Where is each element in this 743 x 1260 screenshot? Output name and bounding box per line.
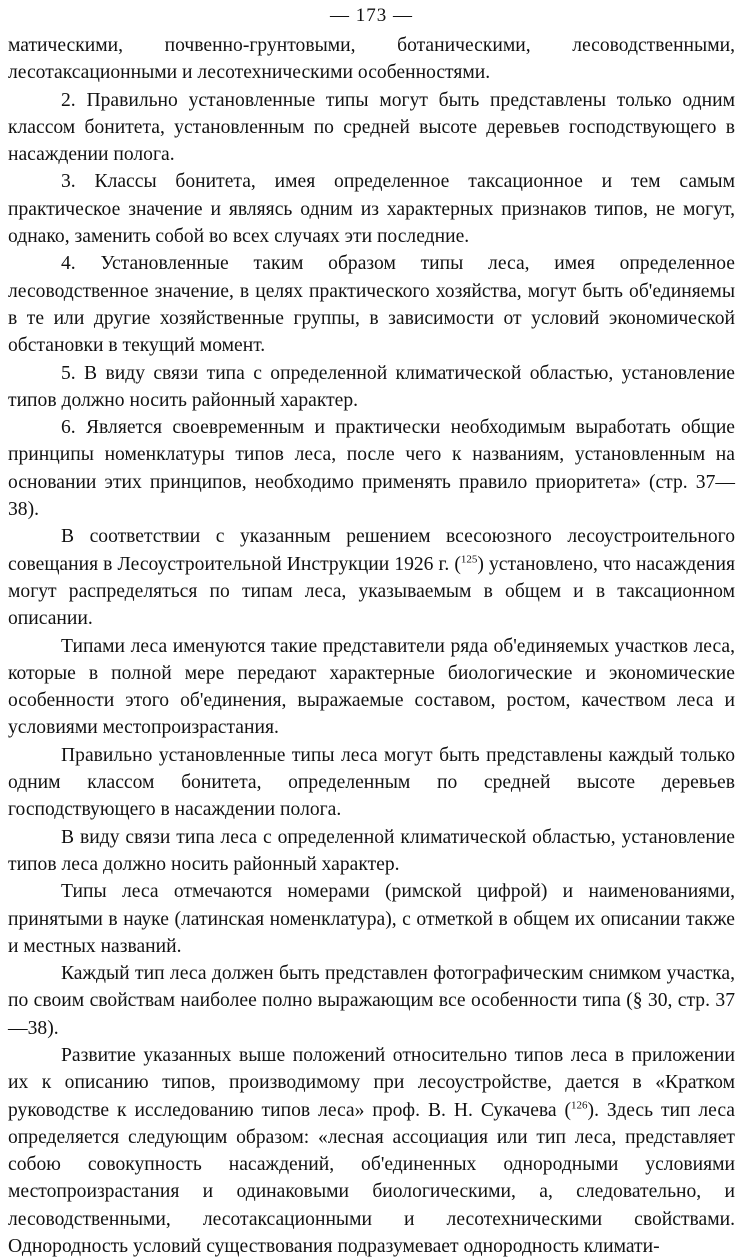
footnote-ref: 126 <box>571 1099 588 1112</box>
footnote-ref: 125 <box>460 553 478 566</box>
page-number: — 173 — <box>330 5 413 26</box>
paragraph: матическими, почвенно-грунтовыми, ботаническими, лесоводственными, лесотаксационными и лесотехническими особенностями. <box>8 35 735 84</box>
paragraph: В соответствии с указанным решением всесоюзного лесоустроительного совещания в Лесоустроительной Инструкции 1926 г. ($^{125}$) установлено, что насаждения могут распределяться по типам леса, указываемым в общем и в таксационном описании. <box>8 526 735 630</box>
paragraph: Развитие указанных выше положений относительно типов леса в приложении их к описанию типов, производимому при лесоустройстве, дается в «Кратком руководстве к исследованию типов леса» проф. В. Н. Сукачева ($^{126}$). Здесь тип леса определяется следующим образом: «лесная ассоциация или тип леса, представляет собою совокупность насаждений, об'единенных однородными условиями местопроизрастания и одинаковыми биологическими, а, следовательно, и лесоводственными, лесотаксационными и лесотехническими свойствами. Однородность условий существования подразумевает однородность климати- <box>8 1044 735 1258</box>
paragraph: 6. Является своевременным и практически необходимым выработать общие принципы номенклатуры типов леса, после чего к названиям, установленным на основании этих принципов, необходимо применять правило приоритета» (стр. 37—38). <box>8 417 735 521</box>
paragraph: Правильно установленные типы леса могут быть представлены каждый только одним классом бонитета, определенным по средней высоте деревьев господствующего в насаждении полога. <box>8 744 735 821</box>
body-text <box>8 32 735 1260</box>
paragraph: 3. Классы бонитета, имея определенное таксационное и тем самым практическое значение и являясь одним из характерных признаков типов, не могут, однако, заменить собой во всех случаях эти последние. <box>8 171 735 248</box>
paragraph: 5. В виду связи типа с определенной климатической областью, установление типов должно носить районный характер. <box>8 362 735 411</box>
paragraph: Каждый тип леса должен быть представлен фотографическим снимком участка, по своим свойствам наиболее полно выражающим все особенности типа (§ 30, стр. 37—38). <box>8 963 735 1039</box>
paragraph: Типами леса именуются такие представители ряда об'единяемых участков леса, которые в полной мере передают характерные биологические и экономические особенности этого об'единения, выражаемые составом, ростом, качеством леса и условиями местопроизрастания. <box>8 635 735 739</box>
paragraph: В виду связи типа леса с определенной климатической областью, установление типов леса должно носить районный характер. <box>8 826 735 875</box>
paragraph: 2. Правильно установленные типы могут быть представлены только одним классом бонитета, установленным по средней высоте деревьев господствующего в насаждении полога. <box>8 89 735 166</box>
paragraph: Типы леса отмечаются номерами (римской цифрой) и наименованиями, принятыми в науке (латинская номенклатура), с отметкой в общем их описании также и местных названий. <box>8 881 735 957</box>
paragraph: 4. Установленные таким образом типы леса, имея определенное лесоводственное значение, в целях практического хозяйства, могут быть об'единяемы в те или другие хозяйственные группы, в зависимости от условий экономической обстановки в текущий момент. <box>8 253 735 357</box>
